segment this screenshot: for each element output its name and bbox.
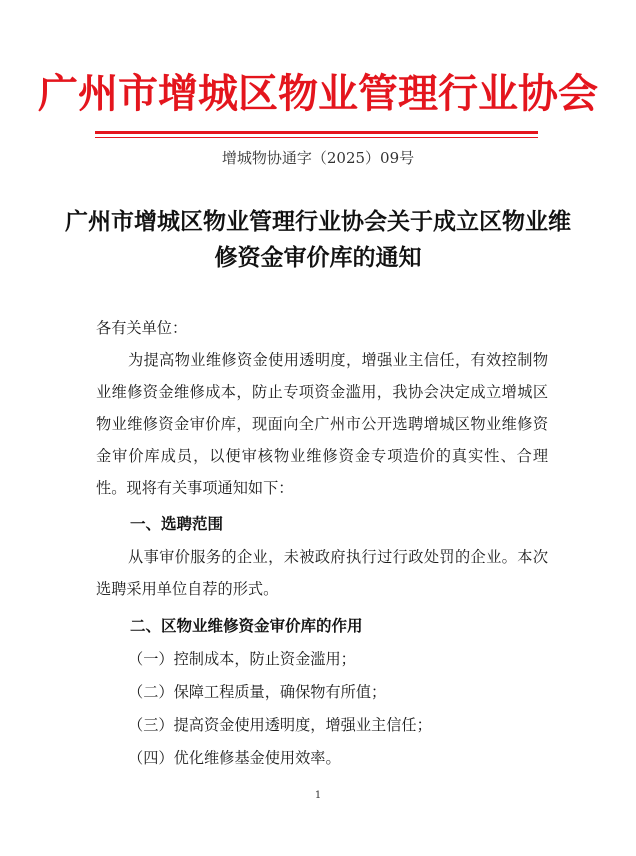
list-item: （二）保障工程质量，确保物有所值；: [128, 683, 387, 701]
list-item: （三）提高资金使用透明度，增强业主信任；: [128, 716, 432, 734]
organization-letterhead: 广州市增城区物业管理行业协会: [38, 71, 598, 117]
salutation: 各有关单位：: [96, 319, 188, 337]
list-item: （一）控制成本，防止资金滥用；: [128, 650, 356, 668]
notice-title: 广州市增城区物业管理行业协会关于成立区物业维修资金审价库的通知: [65, 208, 571, 271]
letterhead-rule-thick: [95, 131, 538, 134]
list-item: （四）优化维修基金使用效率。: [128, 749, 341, 767]
intro-paragraph: 为提高物业维修资金使用透明度，增强业主信任，有效控制物业维修资金维修成本，防止专项资金滥用，我协会决定成立增城区物业维修资金审价库，现面向全广州市公开选聘增城区物业维修资金审价库成员，以便审核物业维修资金专项造价的真实性、合理性。现将有关事项通知如下：: [96, 351, 548, 497]
section1-paragraph: 从事审价服务的企业，未被政府执行过行政处罚的企业。本次选聘采用单位自荐的形式。: [96, 548, 548, 598]
letterhead-rule-thin: [95, 137, 538, 138]
page-number: 1: [314, 790, 322, 801]
section1-heading: 一、选聘范围: [130, 515, 224, 533]
section2-heading: 二、区物业维修资金审价库的作用: [130, 617, 363, 635]
document-number: 增城物协通字（2025）09号: [221, 149, 415, 167]
